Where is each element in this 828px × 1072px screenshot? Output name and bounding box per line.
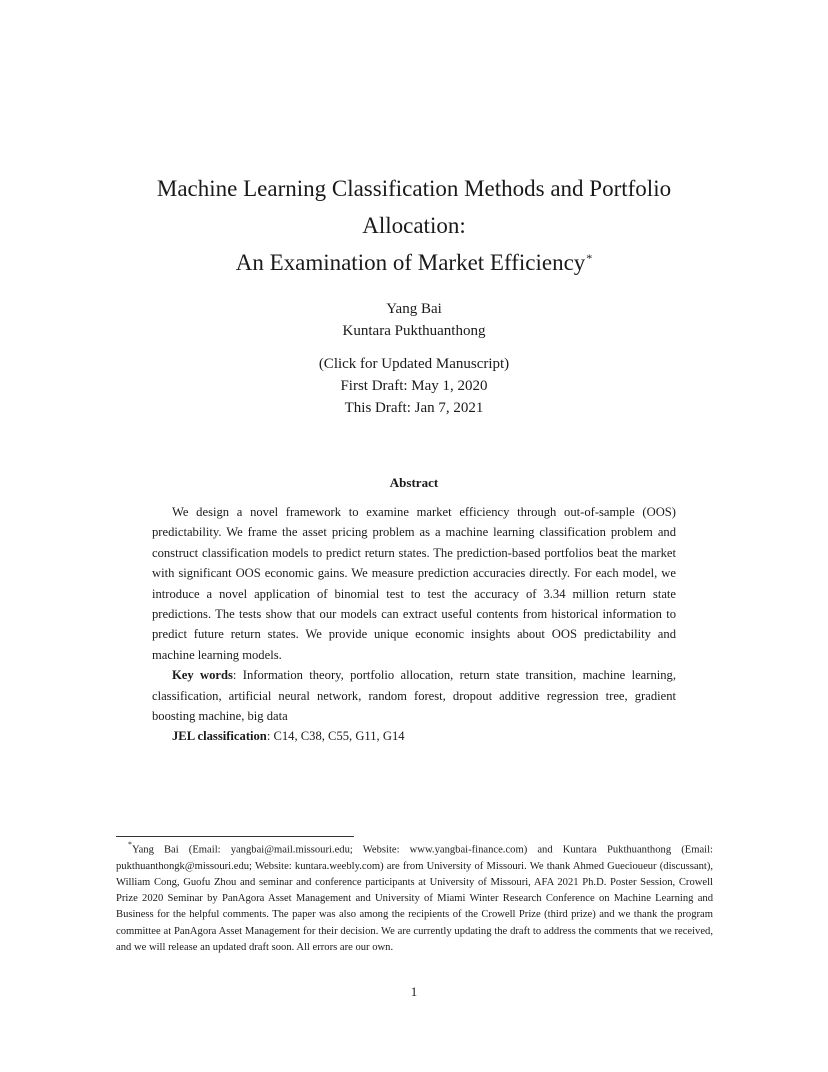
updated-manuscript-link[interactable]: (Click for Updated Manuscript) bbox=[318, 356, 510, 372]
footnote-divider bbox=[116, 836, 354, 837]
abstract-heading: Abstract bbox=[389, 475, 439, 490]
title-line-3 bbox=[100, 244, 728, 281]
jel-text: : C14, C38, C55, G11, G14 bbox=[266, 729, 405, 744]
page-number: 1 bbox=[410, 984, 418, 999]
keywords-text: : Information theory, portfolio allocation, return state transition, machine learning, classification, artificial neural network, random forest, dropout additive regression tree, gradient boosting machine, big data bbox=[152, 668, 676, 724]
author-list bbox=[100, 298, 728, 342]
author-name: Kuntara Pukthuanthong bbox=[342, 323, 486, 339]
keywords-paragraph bbox=[152, 665, 676, 726]
jel-label: JEL classification bbox=[172, 729, 267, 744]
this-draft-date: This Draft: Jan 7, 2021 bbox=[344, 400, 484, 416]
author-name: Yang Bai bbox=[386, 301, 442, 317]
abstract-section bbox=[152, 502, 676, 747]
title-footnote-mark[interactable]: * bbox=[586, 251, 593, 265]
title-line-3-text: An Examination of Market Efficiency bbox=[235, 250, 586, 275]
title-line-2: Allocation: bbox=[362, 213, 466, 238]
footnote-text: Yang Bai (Email: yangbai@mail.missouri.edu; Website: www.yangbai-finance.com) and Kuntara Pukthuanthong (Email: pukthuanthongk@missouri.edu; Website: kuntara.weebly.com) are from University of Missouri. We thank Ahmed Guecioueur (discussant), William Cong, Guofu Zhou and seminar and conference participants at University of Missouri, AFA 2021 Ph.D. Poster Session, Crowell Prize 2020 Seminar by PanAgora Asset Management and University of Miami Winter Research Conference on Machine Learning and Business for the helpful comments. The paper was also among the recipients of the Crowell Prize (third prize) and we thank the program committee at PanAgora Asset Management for their decision. We are currently updating the draft to address the comments that we received, and we will release an updated draft soon. All errors are our own. bbox=[116, 844, 713, 953]
footnote-paragraph bbox=[116, 838, 713, 956]
title-line-1: Machine Learning Classification Methods and Portfolio bbox=[156, 176, 672, 201]
abstract-body: We design a novel framework to examine market efficiency through out-of-sample (OOS) predictability. We frame the asset pricing problem as a machine learning classification problem and construct classification models to predict return states. The prediction-based portfolios beat the market with significant OOS economic gains. We measure prediction accuracies directly. For each model, we introduce a novel application of binomial test to test the accuracy of 3.34 million return state predictions. The tests show that our models can extract useful contents from historical information to predict future return states. We provide unique economic insights about OOS predictability and machine learning models. bbox=[152, 505, 676, 662]
paper-title bbox=[100, 170, 728, 281]
footnote-mark: * bbox=[128, 840, 132, 849]
keywords-label: Key words bbox=[172, 668, 233, 683]
jel-paragraph bbox=[152, 726, 676, 746]
draft-info bbox=[100, 353, 728, 419]
first-draft-date: First Draft: May 1, 2020 bbox=[340, 378, 488, 394]
footnote bbox=[116, 838, 713, 956]
